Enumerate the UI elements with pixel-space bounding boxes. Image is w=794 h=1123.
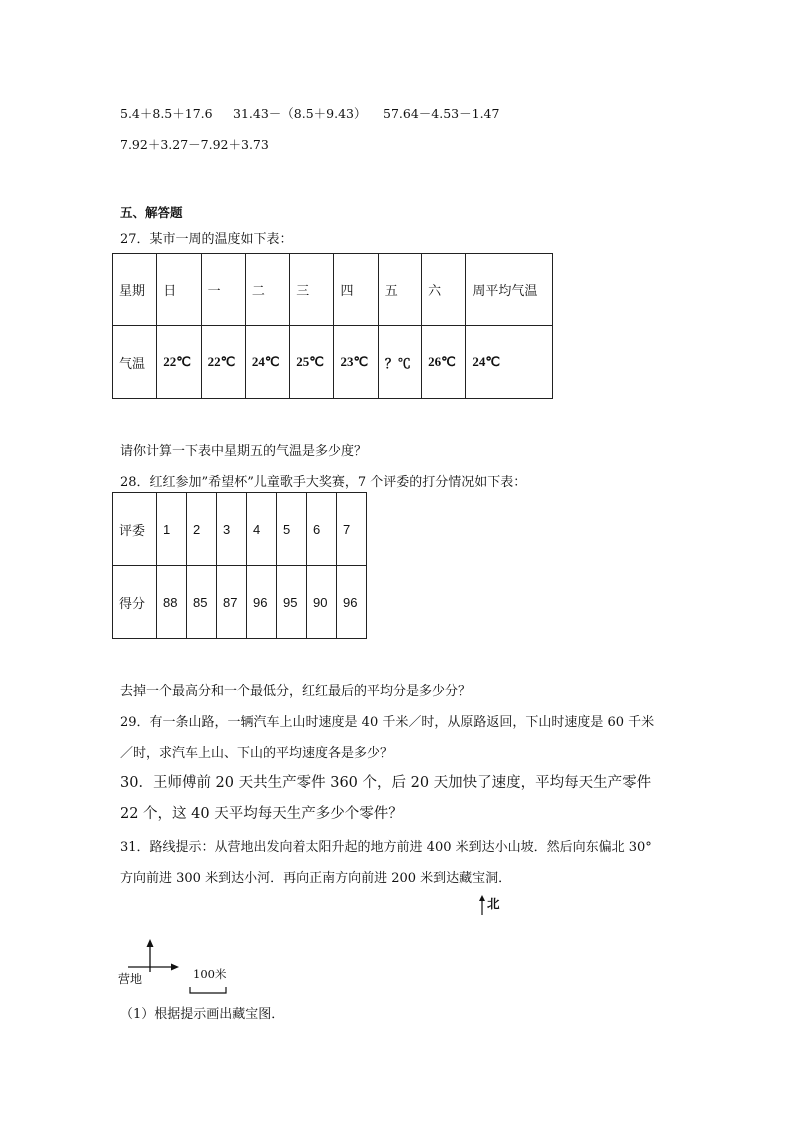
scale-bar-icon [189, 980, 229, 988]
table-cell: 5 [277, 493, 307, 566]
north-arrow-icon [478, 895, 484, 915]
q30-line2: 22 个，这 40 天平均每天生产多少个零件？ [120, 806, 403, 822]
table-cell: 24℃ [245, 326, 289, 399]
table-cell: 85 [187, 566, 217, 639]
table-cell: 4 [247, 493, 277, 566]
q28-text: 28．红红参加”希望杯”儿童歌手大奖赛，7 个评委的打分情况如下表： [120, 475, 527, 490]
q30-line1: 30．王师傅前 20 天共生产零件 360 个，后 20 天加快了速度，平均每天生产零件 [120, 775, 652, 791]
table-cell: 周平均气温 [466, 254, 553, 326]
q28-question: 去掉一个最高分和一个最低分，红红最后的平均分是多少分？ [120, 684, 472, 699]
expression-1: 5.4＋8.5＋17.6 [120, 106, 213, 121]
table-cell: ？℃ [378, 326, 421, 399]
table-cell: 24℃ [466, 326, 553, 399]
north-label: 北 [487, 896, 500, 911]
q31-sub1: （1）根据提示画出藏宝图． [120, 1007, 285, 1022]
table-cell: 日 [157, 254, 201, 326]
score-table [112, 492, 367, 639]
table-cell: 3 [217, 493, 247, 566]
table-row [113, 493, 367, 566]
table-cell: 五 [378, 254, 421, 326]
expression-2: 31.43－（8.5＋9.43） [233, 106, 367, 121]
table-cell: 一 [201, 254, 245, 326]
scale-label: 100米 [193, 967, 227, 981]
table-cell: 得分 [113, 566, 157, 639]
table-cell: 88 [157, 566, 187, 639]
table-cell: 三 [290, 254, 334, 326]
table-cell: 87 [217, 566, 247, 639]
table-cell: 22℃ [157, 326, 201, 399]
q29-line1: 29．有一条山路，一辆汽车上山时速度是 40 千米／时，从原路返回，下山时速度是 60 千米 [120, 715, 655, 730]
table-cell: 25℃ [290, 326, 334, 399]
camp-label: 营地 [118, 972, 143, 986]
q27-question: 请你计算一下表中星期五的气温是多少度？ [120, 444, 368, 459]
table-cell: 95 [277, 566, 307, 639]
q27-text: 27．某市一周的温度如下表： [120, 232, 293, 247]
table-cell: 6 [307, 493, 337, 566]
table-cell: 96 [247, 566, 277, 639]
table-cell: 四 [334, 254, 378, 326]
table-cell: 气温 [113, 326, 157, 399]
table-cell: 1 [157, 493, 187, 566]
table-cell: 二 [245, 254, 289, 326]
table-cell: 23℃ [334, 326, 378, 399]
expression-3: 57.64－4.53－1.47 [383, 106, 500, 121]
table-cell: 22℃ [201, 326, 245, 399]
table-cell: 26℃ [422, 326, 466, 399]
table-cell: 2 [187, 493, 217, 566]
table-row [113, 326, 553, 399]
q31-line1: 31．路线提示：从营地出发向着太阳升起的地方前进 400 米到达小山坡．然后向东偏北 30° [120, 840, 652, 855]
table-cell: 星期 [113, 254, 157, 326]
q31-line2: 方向前进 300 米到达小河．再向正南方向前进 200 米到达藏宝洞． [120, 871, 512, 886]
table-cell: 评委 [113, 493, 157, 566]
temperature-table [112, 253, 553, 399]
table-cell: 六 [422, 254, 466, 326]
expression-4: 7.92＋3.27－7.92＋3.73 [120, 137, 269, 152]
table-cell: 7 [337, 493, 367, 566]
table-row [113, 254, 553, 326]
section-title: 五、解答题 [120, 205, 183, 220]
q29-line2: ／时，求汽车上山、下山的平均速度各是多少？ [120, 746, 394, 761]
table-cell: 96 [337, 566, 367, 639]
table-cell: 90 [307, 566, 337, 639]
table-row [113, 566, 367, 639]
